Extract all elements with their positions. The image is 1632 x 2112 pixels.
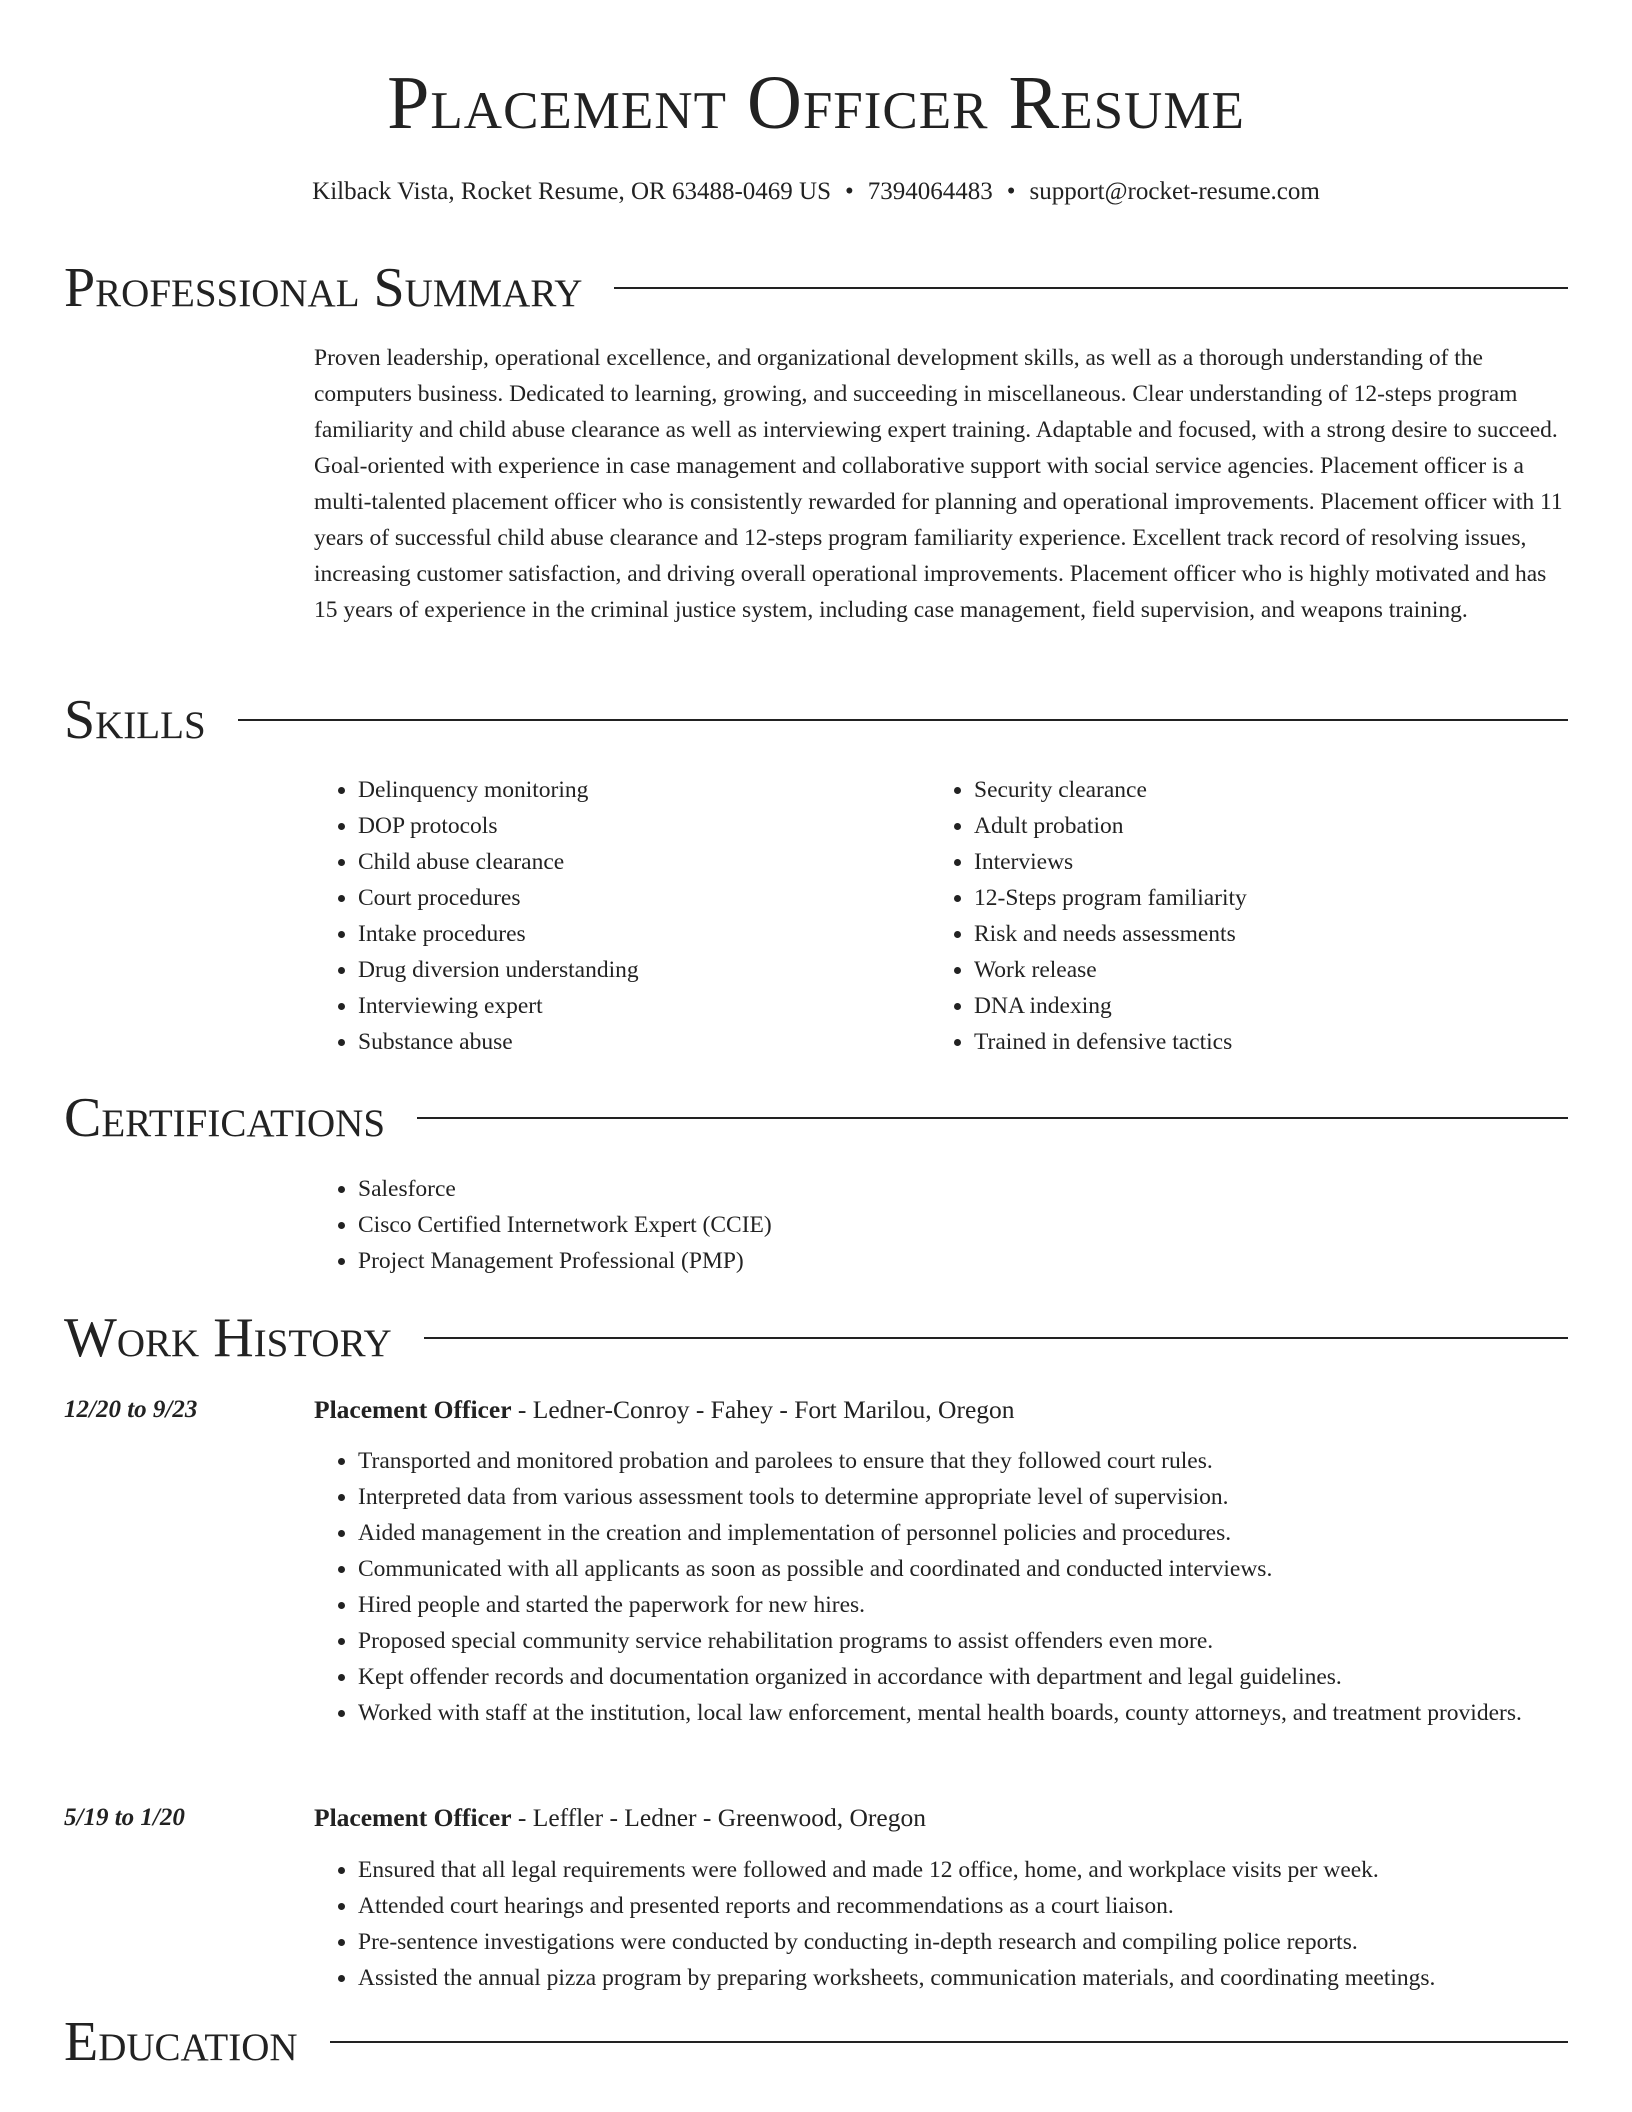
skill-item: • Interviews <box>974 844 1550 880</box>
section-header-summary <box>64 256 1568 320</box>
job-bullet: • Proposed special community service rehabilitation programs to assist offenders even more. <box>358 1623 1568 1659</box>
skills-column-left <box>314 772 914 1060</box>
certification-item: • Cisco Certified Internetwork Expert (CCIE) <box>358 1207 1568 1243</box>
job-employer-location: - Leffler - Ledner - Greenwood, Oregon <box>511 1803 926 1832</box>
skill-item: • Court procedures <box>358 880 914 916</box>
address: Kilback Vista, Rocket Resume, OR 63488-0469 US <box>312 178 831 205</box>
skill-item: • 12-Steps program familiarity <box>974 880 1550 916</box>
skill-item: • Security clearance <box>974 772 1550 808</box>
job-bullet: • Kept offender records and documentation organized in accordance with department and legal guidelines. <box>358 1659 1568 1695</box>
section-rule <box>614 287 1568 289</box>
job-bullet: • Assisted the annual pizza program by preparing worksheets, communication materials, and coordinating meetings. <box>358 1960 1568 1996</box>
section-header-certifications <box>64 1086 1568 1150</box>
section-title-summary: Professional Summary <box>64 257 583 319</box>
job-dates: 5/19 to 1/20 <box>64 1804 185 1831</box>
skills-column-right <box>930 772 1550 1060</box>
certification-item: • Salesforce <box>358 1171 1568 1207</box>
job-heading <box>314 1392 1015 1428</box>
separator-dot: • <box>845 178 854 205</box>
job-title: Placement Officer <box>314 1803 512 1832</box>
skill-item: • Intake procedures <box>358 916 914 952</box>
skill-item: • Substance abuse <box>358 1024 914 1060</box>
section-title-work-history: Work History <box>64 1307 392 1369</box>
job-bullets <box>314 1852 1568 1996</box>
job-bullet: • Aided management in the creation and implementation of personnel policies and procedures. <box>358 1515 1568 1551</box>
separator-dot: • <box>1006 178 1016 205</box>
job-bullet: • Pre-sentence investigations were conducted by conducting in-depth research and compiling police reports. <box>358 1924 1568 1960</box>
email: support@rocket-resume.com <box>1029 178 1320 205</box>
job-dates: 12/20 to 9/23 <box>64 1396 198 1423</box>
skill-item: • DNA indexing <box>974 988 1550 1024</box>
contact-line <box>0 176 1632 208</box>
job-bullet: • Ensured that all legal requirements were followed and made 12 office, home, and workplace visits per week. <box>358 1852 1568 1888</box>
skill-item: • Child abuse clearance <box>358 844 914 880</box>
section-rule <box>238 719 1568 721</box>
job-employer-location: - Ledner-Conroy - Fahey - Fort Marilou, Oregon <box>511 1395 1015 1424</box>
skill-item: • Drug diversion understanding <box>358 952 914 988</box>
job-title: Placement Officer <box>314 1395 512 1424</box>
certification-item: • Project Management Professional (PMP) <box>358 1243 1568 1279</box>
job-bullet: • Transported and monitored probation and parolees to ensure that they followed court rules. <box>358 1443 1568 1479</box>
section-rule <box>424 1337 1568 1339</box>
skill-item: • Work release <box>974 952 1550 988</box>
summary-text: Proven leadership, operational excellence, and organizational development skills, as well as a thorough understanding of the computers business. Dedicated to learning, growing, and succeeding in miscellaneous. Clear understanding of 12-steps program familiarity and child abuse clearance as well as interviewing expert training. Adaptable and focused, with a strong desire to succeed. Goal-oriented with experience in case management and collaborative support with social service agencies. Placement officer is a multi-talented placement officer who is consistently rewarded for planning and operational improvements. Placement officer with 11 years of successful child abuse clearance and 12-steps program familiarity experience. Excellent track record of resolving issues, increasing customer satisfaction, and driving overall operational improvements. Placement officer who is highly motivated and has 15 years of experience in the criminal justice system, including case management, field supervision, and weapons training. <box>314 345 1563 623</box>
section-rule <box>330 2041 1568 2043</box>
section-rule <box>417 1117 1568 1119</box>
skill-item: • Risk and needs assessments <box>974 916 1550 952</box>
job-bullet: • Communicated with all applicants as soon as possible and coordinated and conducted interviews. <box>358 1551 1568 1587</box>
skill-item: • Delinquency monitoring <box>358 772 914 808</box>
skill-item: • Trained in defensive tactics <box>974 1024 1550 1060</box>
job-heading <box>314 1800 926 1836</box>
job-bullet: • Attended court hearings and presented reports and recommendations as a court liaison. <box>358 1888 1568 1924</box>
job-bullet: • Hired people and started the paperwork for new hires. <box>358 1587 1568 1623</box>
phone: 7394064483 <box>867 178 993 205</box>
section-header-education <box>64 2010 1568 2074</box>
job-bullet: • Interpreted data from various assessment tools to determine appropriate level of supervision. <box>358 1479 1568 1515</box>
section-title-education: Education <box>64 2011 298 2073</box>
section-header-skills <box>64 688 1568 752</box>
skill-item: • Interviewing expert <box>358 988 914 1024</box>
skill-item: • Adult probation <box>974 808 1550 844</box>
job-bullets <box>314 1443 1568 1731</box>
skill-item: • DOP protocols <box>358 808 914 844</box>
section-title-certifications: Certifications <box>64 1087 386 1149</box>
section-title-skills: Skills <box>64 689 206 751</box>
certifications-list <box>314 1171 1568 1279</box>
job-bullet: • Worked with staff at the institution, local law enforcement, mental health boards, county attorneys, and treatment providers. <box>358 1695 1568 1731</box>
section-header-work-history <box>64 1306 1568 1370</box>
page-title: Placement Officer Resume <box>387 61 1245 145</box>
